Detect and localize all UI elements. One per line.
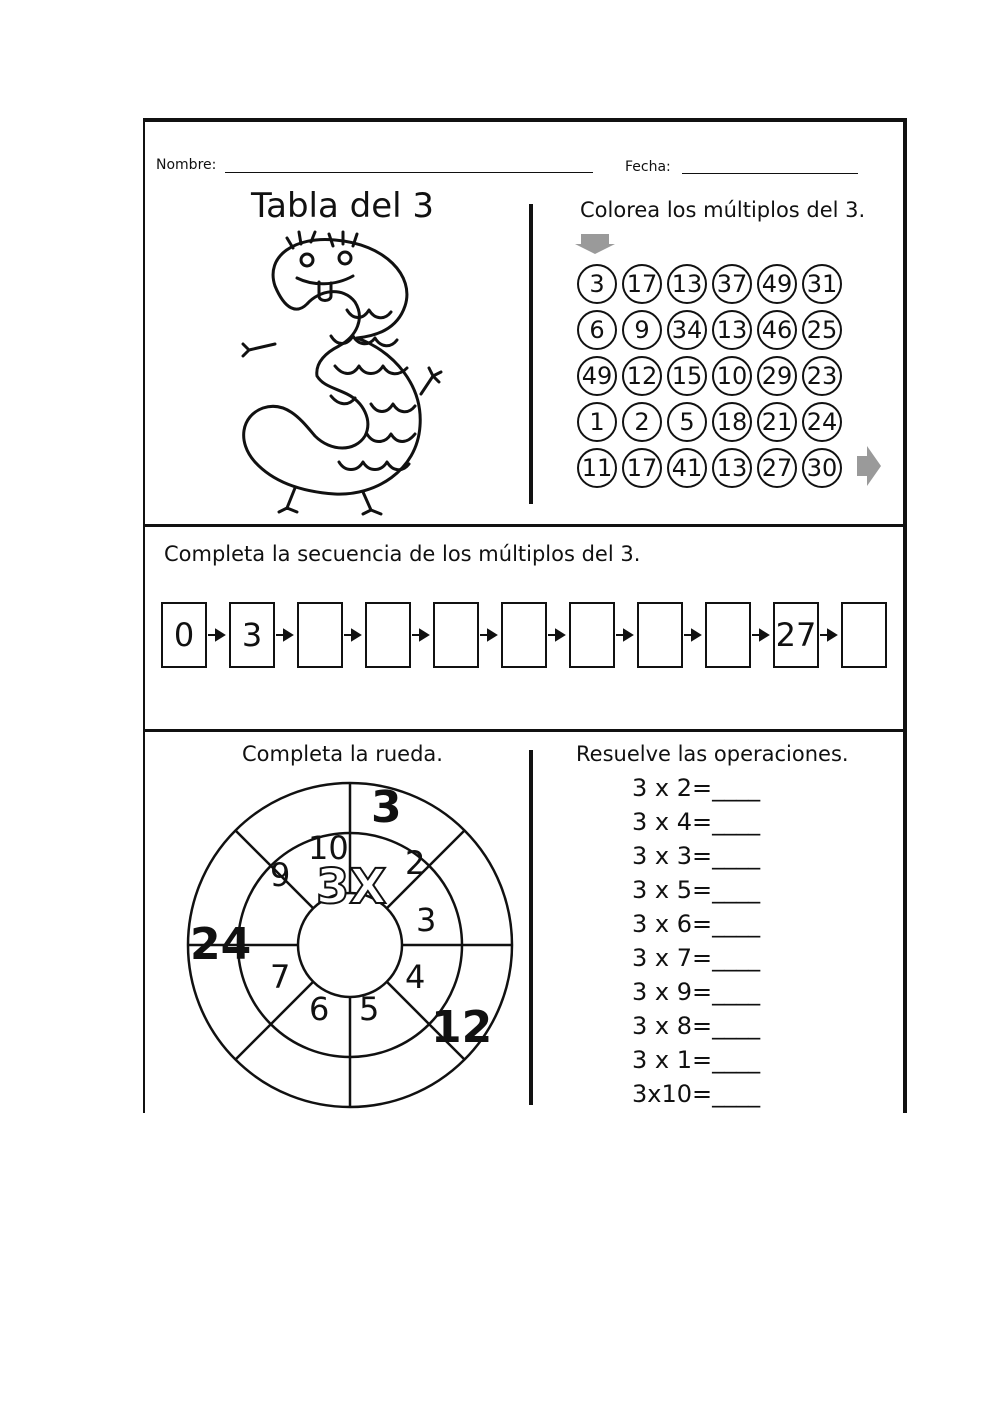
sequence-box[interactable]	[841, 602, 887, 668]
operation-item[interactable]: 3 x 4=____	[632, 808, 761, 836]
arrow-right-icon	[480, 628, 498, 642]
start-arrow-icon	[575, 234, 615, 252]
number-circle[interactable]: 18	[712, 402, 752, 442]
number-circle[interactable]: 34	[667, 310, 707, 350]
arrow-right-icon	[344, 628, 362, 642]
nombre-label: Nombre:	[156, 157, 217, 173]
sequence-box[interactable]	[569, 602, 615, 668]
wheel-inner-value[interactable]: 7	[270, 958, 291, 996]
number-circle[interactable]: 17	[622, 448, 662, 488]
page-title: Tabla del 3	[251, 186, 435, 226]
arrow-right-icon	[548, 628, 566, 642]
sequence-box[interactable]	[705, 602, 751, 668]
wheel-outer-value[interactable]: 3	[371, 782, 402, 833]
arrow-right-icon	[208, 628, 226, 642]
number-circle[interactable]: 5	[667, 402, 707, 442]
number-circle[interactable]: 6	[577, 310, 617, 350]
operation-item[interactable]: 3 x 3=____	[632, 842, 761, 870]
number-circle[interactable]: 13	[667, 264, 707, 304]
number-circle[interactable]: 41	[667, 448, 707, 488]
number-circle[interactable]: 49	[577, 356, 617, 396]
section-divider-2	[145, 729, 903, 732]
operation-item[interactable]: 3 x 6=____	[632, 910, 761, 938]
wheel-inner-value[interactable]: 2	[405, 844, 426, 882]
number-circle[interactable]: 21	[757, 402, 797, 442]
wheel-outer-value[interactable]: 24	[190, 919, 252, 970]
wheel-inner-value[interactable]: 9	[270, 856, 291, 894]
arrow-right-icon	[684, 628, 702, 642]
operation-item[interactable]: 3 x 2=____	[632, 774, 761, 802]
wheel-outer-value[interactable]: 12	[431, 1002, 493, 1053]
operation-item[interactable]: 3 x 9=____	[632, 978, 761, 1006]
number-circle[interactable]: 37	[712, 264, 752, 304]
wheel-inner-value[interactable]: 10	[308, 829, 349, 867]
number-circle[interactable]: 46	[757, 310, 797, 350]
wheel-inner-value[interactable]: 3	[416, 901, 437, 939]
operation-item[interactable]: 3 x 1=____	[632, 1046, 761, 1074]
number-circle[interactable]: 25	[802, 310, 842, 350]
sequence-box[interactable]: 27	[773, 602, 819, 668]
sequence-box[interactable]	[365, 602, 411, 668]
number-circle[interactable]: 15	[667, 356, 707, 396]
operation-item[interactable]: 3 x 7=____	[632, 944, 761, 972]
operation-item[interactable]: 3 x 8=____	[632, 1012, 761, 1040]
worksheet	[143, 118, 907, 1113]
wheel-center-label: 3X	[316, 859, 387, 915]
nombre-line[interactable]	[225, 172, 593, 173]
sequence-box[interactable]	[433, 602, 479, 668]
arrow-right-icon	[412, 628, 430, 642]
operation-item[interactable]: 3 x 5=____	[632, 876, 761, 904]
sequence-box[interactable]: 0	[161, 602, 207, 668]
number-circle[interactable]: 29	[757, 356, 797, 396]
number-circle[interactable]: 24	[802, 402, 842, 442]
arrow-right-icon	[616, 628, 634, 642]
color-instruction: Colorea los múltiplos del 3.	[580, 198, 866, 222]
wheel-inner-value[interactable]: 4	[405, 958, 426, 996]
number-circle[interactable]: 9	[622, 310, 662, 350]
number-circle[interactable]: 13	[712, 310, 752, 350]
vertical-divider-top	[529, 204, 533, 504]
operations-instruction: Resuelve las operaciones.	[576, 742, 849, 766]
sequence-box[interactable]	[501, 602, 547, 668]
arrow-right-icon	[820, 628, 838, 642]
number-circle[interactable]: 23	[802, 356, 842, 396]
fecha-label: Fecha:	[625, 159, 671, 175]
sequence-instruction: Completa la secuencia de los múltiplos del 3.	[164, 542, 641, 566]
sequence-box[interactable]	[637, 602, 683, 668]
number-circle[interactable]: 11	[577, 448, 617, 488]
operation-item[interactable]: 3x10=____	[632, 1080, 761, 1108]
number-circle[interactable]: 49	[757, 264, 797, 304]
wheel-inner-value[interactable]: 6	[309, 990, 330, 1028]
number-circle[interactable]: 1	[577, 402, 617, 442]
end-arrow-icon	[857, 446, 881, 486]
wheel-instruction: Completa la rueda.	[242, 742, 443, 766]
arrow-right-icon	[752, 628, 770, 642]
vertical-divider-bottom	[529, 750, 533, 1105]
wheel-inner-value[interactable]: 5	[359, 990, 380, 1028]
number-circle[interactable]: 3	[577, 264, 617, 304]
number-circle[interactable]: 2	[622, 402, 662, 442]
number-circle[interactable]: 30	[802, 448, 842, 488]
number-circle[interactable]: 13	[712, 448, 752, 488]
arrow-right-icon	[276, 628, 294, 642]
sequence-box[interactable]: 3	[229, 602, 275, 668]
number-circle[interactable]: 17	[622, 264, 662, 304]
fecha-line[interactable]	[682, 173, 858, 174]
sequence-box[interactable]	[297, 602, 343, 668]
number-circle[interactable]: 10	[712, 356, 752, 396]
section-divider-1	[145, 524, 903, 527]
number-circle[interactable]: 12	[622, 356, 662, 396]
number-circle[interactable]: 27	[757, 448, 797, 488]
number-three-monster-illustration	[235, 226, 455, 518]
number-circle[interactable]: 31	[802, 264, 842, 304]
